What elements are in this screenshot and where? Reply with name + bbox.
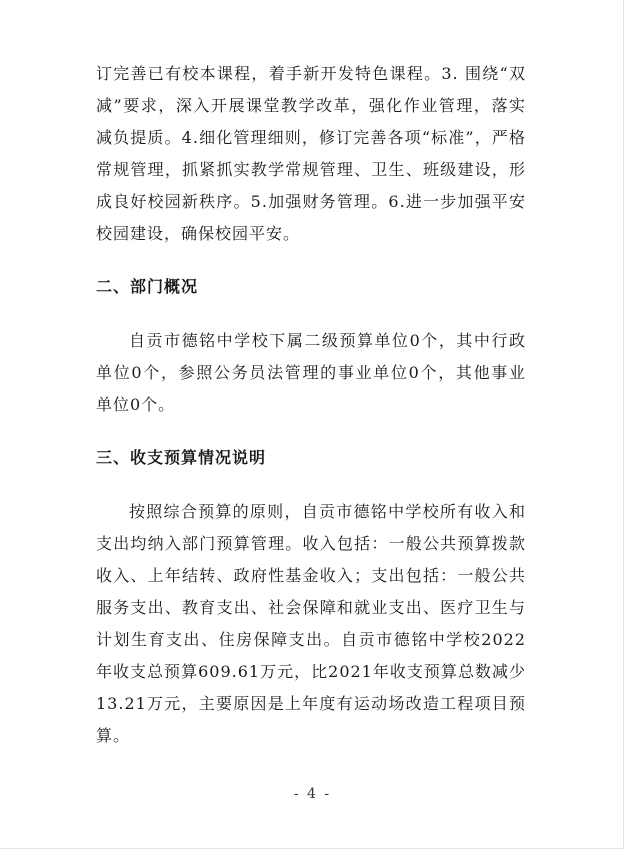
section-heading-budget-explanation: 三、收支预算情况说明 <box>96 448 267 467</box>
page-number: - 4 - <box>293 786 332 802</box>
section-heading-department-overview: 二、部门概况 <box>96 277 199 296</box>
document-body <box>96 58 526 752</box>
department-overview-paragraph: 自贡市德铭中学校下属二级预算单位0个，其中行政单位0个，参照公务员法管理的事业单位0个，其他事业单位0个。 <box>96 331 526 414</box>
intro-paragraph: 订完善已有校本课程，着手新开发特色课程。3. 围绕“双减”要求，深入开展课堂教学改革，强化作业管理，落实减负提质。4.细化管理细则，修订完善各项“标准”，严格常规管理，抓紧抓实教学常规管理、卫生、班级建设，形成良好校园新秩序。5.加强财务管理。6.进一步加强平安校园建设，确保校园平安。 <box>96 64 526 243</box>
budget-explanation-paragraph: 按照综合预算的原则，自贡市德铭中学校所有收入和支出均纳入部门预算管理。收入包括：一般公共预算拨款收入、上年结转、政府性基金收入；支出包括：一般公共服务支出、教育支出、社会保障和就业支出、医疗卫生与计划生育支出、住房保障支出。自贡市德铭中学校2022年收支总预算609.61万元，比2021年收支预算总数减少13.21万元，主要原因是上年度有运动场改造工程项目预算。 <box>96 502 526 745</box>
